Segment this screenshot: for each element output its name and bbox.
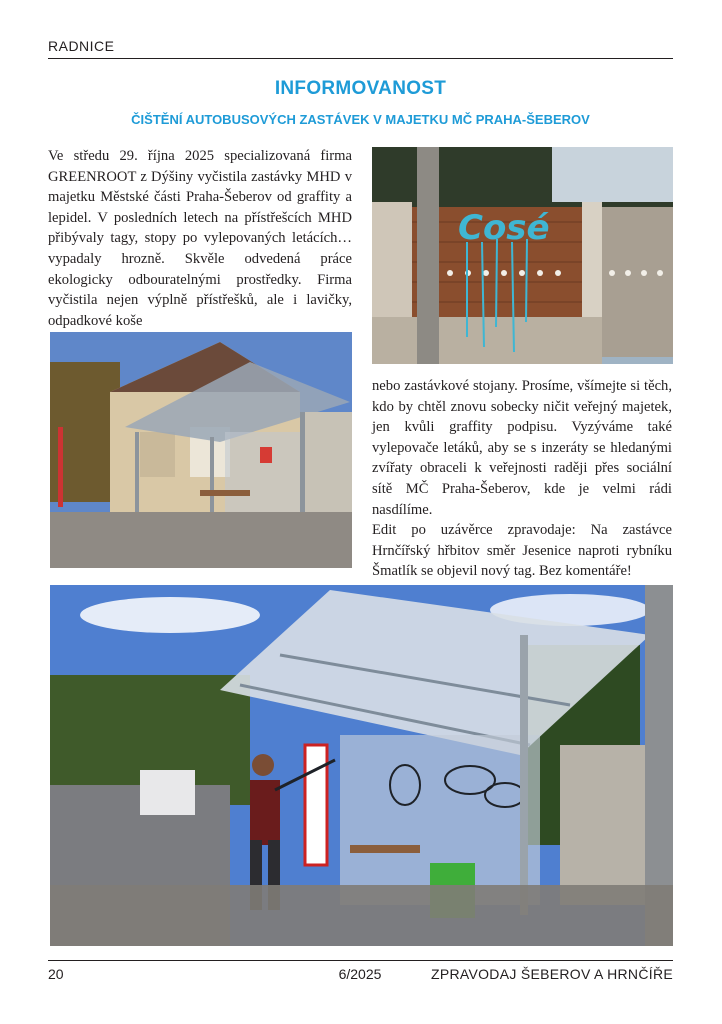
paragraph-edit-note: Edit po uzávěrce zpravodaje: Na zastávce Hrnčířský hřbitov směr Jesenice naproti rybníku Šmatlík se objevil nový tag. Bez komentáře! — [372, 522, 672, 580]
article-title: INFORMOVANOST — [274, 78, 447, 99]
article-text-column-1 — [48, 146, 352, 331]
photo-cleaning-worker — [50, 585, 673, 946]
issue-number: 6/2025 — [338, 966, 382, 982]
page-number: 20 — [48, 966, 64, 982]
publication-name: ZPRAVODAJ ŠEBEROV A HRNČÍŘE — [430, 966, 673, 982]
paragraph-appeal: nebo zastávkové stojany. Prosíme, všímejte si těch, kdo by chtěl znovu sobecky ničit veřejný majetek, jen kvůli graffity podpisu. Vyzýváme také vylepovače letáků, aby se s inzeráty se hledanými zvířaty obraceli k veřejnosti raději přes sociální sítě MČ Praha-Šeberov, kde je velmi rádi nasdílíme. — [372, 378, 672, 518]
section-label: RADNICE — [48, 38, 115, 54]
photo-graffiti-wall — [372, 147, 673, 364]
header-divider — [48, 58, 673, 59]
paragraph-intro: Ve středu 29. října 2025 specializovaná firma GREENROOT z Dýšiny vyčistila zastávky MHD v majetku Městské části Praha-Šeberov od graffity a lepidel. V posledních letech na přístřešcích MHD přibývaly tagy, stopy po vylepovaných letácích… vypadaly hrozně. Skvěle odvedená práce ekologicky odbouratelnými prostředky. Firma vyčistila nejen výplně přístřešků, ale i lavičky, odpadkové koše — [48, 148, 352, 329]
article-subtitle: ČIŠTĚNÍ AUTOBUSOVÝCH ZASTÁVEK V MAJETKU MČ PRAHA-ŠEBEROV — [131, 112, 590, 127]
graffiti-tag: Cosé — [458, 208, 550, 248]
footer-divider — [48, 960, 673, 961]
photo-clean-shelter — [50, 332, 352, 568]
article-text-column-2 — [372, 376, 672, 582]
